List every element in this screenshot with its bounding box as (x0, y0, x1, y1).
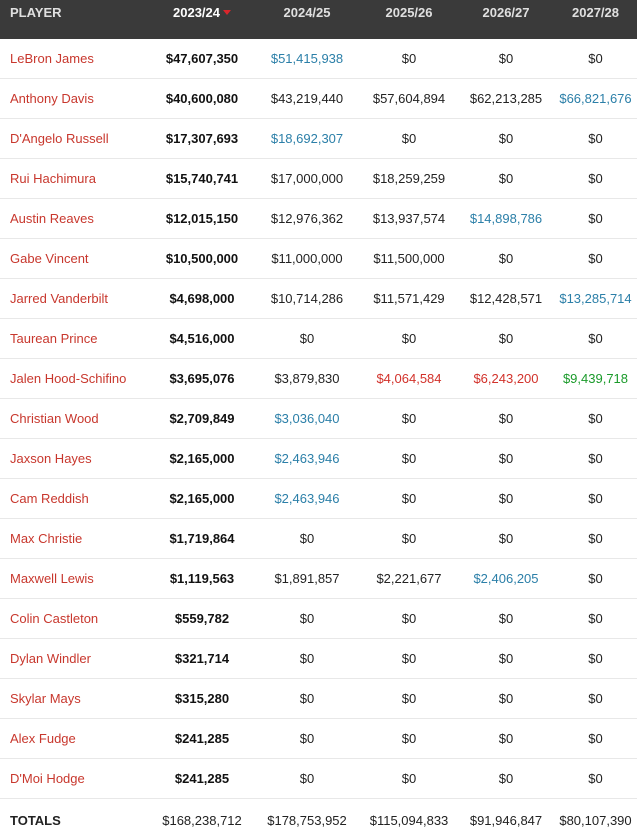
salary-cell: $0 (498, 771, 514, 786)
salary-cell: $13,937,574 (372, 211, 446, 226)
table-row (0, 119, 637, 159)
player-name-link[interactable]: LeBron James (10, 51, 94, 66)
player-name-link[interactable]: Maxwell Lewis (10, 571, 94, 586)
salary-cell: $0 (588, 691, 603, 706)
salary-cell: $2,463,946 (274, 491, 340, 506)
salary-cell: $0 (401, 331, 417, 346)
salary-cell: $0 (299, 611, 315, 626)
header-year-label: 2023/24 (173, 5, 220, 20)
salary-cell: $18,692,307 (270, 131, 344, 146)
salary-cell: $0 (498, 491, 514, 506)
table-row (0, 719, 637, 759)
salary-cell: $0 (401, 491, 417, 506)
chevron-down-icon (223, 10, 231, 15)
player-name-link[interactable]: Taurean Prince (10, 331, 98, 346)
total-value: $80,107,390 (559, 812, 632, 828)
salary-cell: $66,821,676 (559, 91, 632, 106)
header-year-2023-24[interactable] (150, 0, 254, 20)
salary-cell: $3,695,076 (169, 371, 235, 386)
salary-cell: $0 (588, 731, 603, 746)
salary-cell: $9,439,718 (562, 371, 629, 386)
salary-cell: $0 (498, 251, 514, 266)
table-row (0, 319, 637, 359)
table-row (0, 559, 637, 599)
salary-cell: $11,500,000 (373, 251, 445, 266)
total-value: $168,238,712 (162, 812, 242, 828)
salary-cell: $0 (588, 251, 603, 266)
salary-cell: $2,709,849 (169, 411, 235, 426)
salary-cell: $0 (588, 411, 603, 426)
salary-cell: $1,719,864 (169, 531, 235, 546)
player-name-link[interactable]: D'Angelo Russell (10, 131, 109, 146)
header-year-2027-28[interactable]: 2027/28 (572, 5, 619, 20)
table-row (0, 599, 637, 639)
player-name-link[interactable]: Rui Hachimura (10, 171, 96, 186)
table-row (0, 639, 637, 679)
salary-cell: $0 (588, 171, 603, 186)
table-row (0, 679, 637, 719)
salary-cell: $17,307,693 (165, 131, 239, 146)
salary-cell: $0 (401, 51, 417, 66)
salary-cell: $12,428,571 (469, 291, 543, 306)
salary-cell: $0 (401, 131, 417, 146)
salary-cell: $0 (588, 211, 603, 226)
table-row (0, 239, 637, 279)
salary-cell: $12,015,150 (165, 211, 239, 226)
salary-cell: $0 (401, 531, 417, 546)
salary-cell: $14,898,786 (469, 211, 543, 226)
table-row (0, 39, 637, 79)
salary-cell: $0 (401, 451, 417, 466)
totals-label: TOTALS (10, 812, 61, 828)
player-name-link[interactable]: Colin Castleton (10, 611, 99, 626)
salary-cell: $11,000,000 (271, 251, 343, 266)
salary-cell: $17,000,000 (270, 171, 344, 186)
salary-cell: $62,213,285 (469, 91, 543, 106)
header-year-2026-27[interactable]: 2026/27 (482, 5, 530, 20)
salary-cell: $0 (401, 691, 417, 706)
header-year-2024-25[interactable]: 2024/25 (283, 5, 331, 20)
salary-cell: $0 (588, 331, 603, 346)
salary-cell: $0 (498, 531, 514, 546)
salary-cell: $0 (498, 731, 514, 746)
table-row (0, 519, 637, 559)
salary-cell: $2,463,946 (274, 451, 340, 466)
salary-cell: $0 (299, 771, 315, 786)
salary-cell: $51,415,938 (270, 51, 344, 66)
player-name-link[interactable]: Dylan Windler (10, 651, 91, 666)
salary-cell: $3,879,830 (274, 371, 340, 386)
salary-cell: $6,243,200 (473, 371, 539, 386)
player-name-link[interactable]: Jalen Hood-Schifino (10, 371, 127, 386)
salary-cell: $0 (588, 611, 603, 626)
table-row (0, 479, 637, 519)
salary-cell: $15,740,741 (165, 171, 239, 186)
salary-cell: $0 (299, 651, 315, 666)
salary-cell: $0 (401, 411, 417, 426)
salary-cell: $0 (401, 771, 417, 786)
salary-cell: $0 (588, 451, 603, 466)
salary-cell: $0 (498, 331, 514, 346)
salary-cell: $0 (498, 51, 514, 66)
salary-cell: $18,259,259 (372, 171, 446, 186)
table-row (0, 199, 637, 239)
salary-cell: $0 (498, 691, 514, 706)
salary-cell: $321,714 (174, 651, 230, 666)
salary-cell: $43,219,440 (270, 91, 344, 106)
player-name-link[interactable]: Jarred Vanderbilt (10, 291, 109, 306)
salary-cell: $0 (299, 531, 315, 546)
salary-cell: $4,516,000 (169, 331, 235, 346)
total-value: $91,946,847 (469, 812, 543, 828)
salary-cell: $0 (588, 131, 603, 146)
player-name-link[interactable]: Cam Reddish (10, 491, 89, 506)
salary-cell: $57,604,894 (372, 91, 446, 106)
salary-cell: $0 (588, 491, 603, 506)
salary-cell: $0 (588, 651, 603, 666)
salary-cell: $0 (498, 131, 514, 146)
table-row (0, 79, 637, 119)
salary-cell: $2,165,000 (169, 451, 235, 466)
salary-cell: $3,036,040 (274, 411, 340, 426)
salary-cell: $0 (299, 691, 315, 706)
salary-cell: $13,285,714 (559, 291, 632, 306)
table-header (0, 0, 637, 39)
salary-cell: $1,891,857 (274, 571, 340, 586)
player-name-link[interactable]: Anthony Davis (10, 91, 94, 106)
player-name-link[interactable]: Skylar Mays (10, 691, 81, 706)
salary-cell: $40,600,080 (165, 91, 239, 106)
salary-cell: $0 (299, 331, 315, 346)
table-row (0, 159, 637, 199)
salary-cell: $0 (299, 731, 315, 746)
salary-cell: $0 (401, 731, 417, 746)
total-value: $178,753,952 (267, 812, 347, 828)
table-body (0, 39, 637, 799)
salary-cell: $241,285 (174, 771, 230, 786)
salary-cell: $0 (588, 571, 603, 586)
player-name-link[interactable]: Austin Reaves (10, 211, 94, 226)
salary-cell: $0 (498, 411, 514, 426)
table-row (0, 759, 637, 799)
player-name-link[interactable]: Alex Fudge (10, 731, 76, 746)
salary-cell: $0 (588, 51, 603, 66)
salary-cell: $0 (401, 611, 417, 626)
salary-cell: $11,571,429 (373, 291, 445, 306)
salary-cell: $0 (401, 651, 417, 666)
salary-cell: $10,500,000 (165, 251, 239, 266)
totals-row (0, 799, 637, 839)
salary-cell: $4,698,000 (169, 291, 235, 306)
salary-cell: $0 (498, 171, 514, 186)
player-name-link[interactable]: Max Christie (10, 531, 83, 546)
salary-cell: $559,782 (174, 611, 230, 626)
salary-cell: $10,714,286 (270, 291, 344, 306)
salary-cell: $241,285 (174, 731, 230, 746)
salary-cell: $1,119,563 (169, 571, 235, 586)
salary-cell: $0 (588, 771, 603, 786)
salary-cell: $2,165,000 (169, 491, 235, 506)
table-row (0, 359, 637, 399)
player-name-link[interactable]: Gabe Vincent (10, 251, 89, 266)
header-year-2025-26[interactable]: 2025/26 (385, 5, 433, 20)
player-name-link[interactable]: Jaxson Hayes (10, 451, 92, 466)
salary-cell: $12,976,362 (270, 211, 344, 226)
salary-cell: $0 (498, 651, 514, 666)
salary-cell: $0 (498, 611, 514, 626)
table-row (0, 439, 637, 479)
salary-cell: $4,064,584 (376, 371, 442, 386)
table-row (0, 279, 637, 319)
salary-cell: $0 (498, 451, 514, 466)
total-value: $115,094,833 (369, 812, 449, 828)
salary-cell: $0 (588, 531, 603, 546)
header-player[interactable]: PLAYER (10, 5, 62, 20)
table-row (0, 399, 637, 439)
salary-cell: $2,221,677 (376, 571, 442, 586)
salary-cell: $315,280 (174, 691, 230, 706)
salary-cell: $2,406,205 (473, 571, 539, 586)
salary-cell: $47,607,350 (165, 51, 239, 66)
player-name-link[interactable]: D'Moi Hodge (10, 771, 85, 786)
player-name-link[interactable]: Christian Wood (10, 411, 99, 426)
